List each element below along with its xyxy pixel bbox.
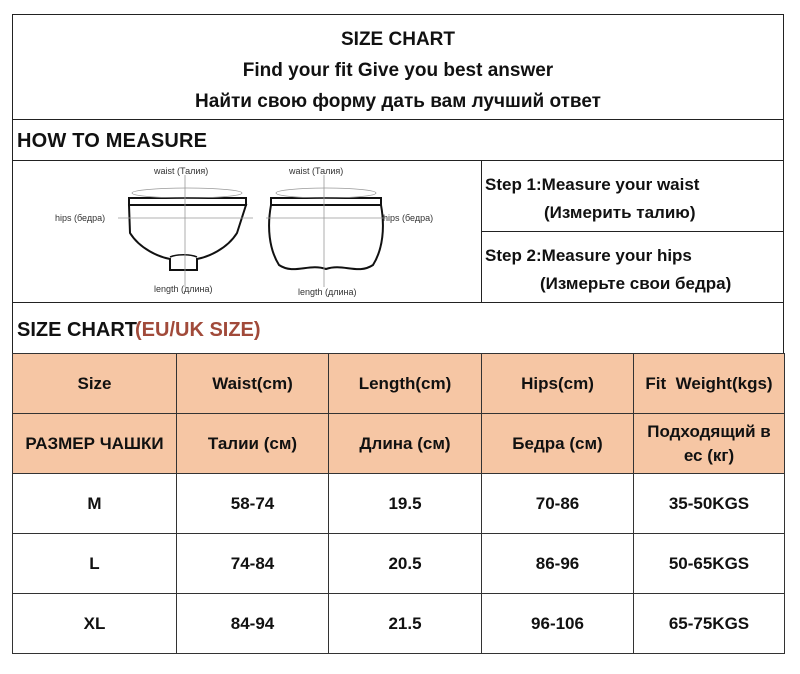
- header-cell: Бедра (см): [482, 414, 634, 474]
- subtitle-russian: Найти свою форму дать вам лучший ответ: [195, 91, 601, 112]
- length-cell: 21.5: [329, 594, 482, 654]
- boyshorts-illustration: [269, 198, 383, 269]
- size-cell: L: [13, 534, 177, 594]
- hips-label-left: hips (бедра): [55, 213, 106, 223]
- subtitle-english: Find your fit Give you best answer: [242, 60, 554, 81]
- header-cell: РАЗМЕР ЧАШКИ: [13, 414, 177, 474]
- weight-cell: 35-50KGS: [634, 474, 785, 534]
- length-cell: 20.5: [329, 534, 482, 594]
- length-cell: 19.5: [329, 474, 482, 534]
- length-label-right: length (длина): [298, 287, 357, 297]
- header-cell: Size: [13, 354, 177, 414]
- size-table: [12, 353, 785, 654]
- chart-title: SIZE CHART: [341, 29, 455, 50]
- measure-steps: [482, 161, 783, 302]
- step-1-translation: (Измерить талию): [544, 203, 696, 222]
- hips-cell: 86-96: [482, 534, 634, 594]
- step-1: [482, 161, 783, 232]
- size-chart-heading: [12, 303, 784, 353]
- header-cell: Fit Weight(kgs): [634, 354, 785, 414]
- measure-panel: [12, 161, 784, 303]
- how-to-measure-title: HOW TO MEASURE: [17, 130, 208, 152]
- header-cell: Длина (см): [329, 414, 482, 474]
- waist-cell: 74-84: [177, 534, 329, 594]
- size-cell: M: [13, 474, 177, 534]
- header-cell: Подходящий в ес (кг): [634, 414, 785, 474]
- weight-cell: 50-65KGS: [634, 534, 785, 594]
- length-label-left: length (длина): [154, 284, 213, 294]
- waist-cell: 84-94: [177, 594, 329, 654]
- size-chart-sheet: [12, 14, 784, 659]
- step-1-text: Step 1:Measure your waist: [485, 175, 700, 194]
- size-chart-title: SIZE CHART: [17, 319, 137, 341]
- table-row: [13, 474, 785, 534]
- step-2-text: Step 2:Measure your hips: [485, 246, 692, 265]
- table-row: [13, 594, 785, 654]
- step-2-translation: (Измерьте свои бедра): [540, 274, 732, 293]
- header-cell: Length(cm): [329, 354, 482, 414]
- header-cell: Hips(cm): [482, 354, 634, 414]
- chart-header: [12, 14, 784, 120]
- measure-diagram: [13, 161, 482, 302]
- header-cell: Талии (см): [177, 414, 329, 474]
- waist-cell: 58-74: [177, 474, 329, 534]
- hips-cell: 70-86: [482, 474, 634, 534]
- step-2: [482, 232, 783, 302]
- how-to-measure-section: [12, 120, 784, 161]
- hips-label-right: hips (бедра): [383, 213, 434, 223]
- table-header-row-russian: [13, 414, 785, 474]
- briefs-illustration: [129, 198, 246, 270]
- waist-label-left: waist (Талия): [154, 166, 209, 176]
- table-header-row-english: [13, 354, 785, 414]
- hips-cell: 96-106: [482, 594, 634, 654]
- underwear-diagram-svg: [13, 161, 481, 302]
- size-chart-region: (EU/UK SIZE): [135, 319, 261, 341]
- header-cell: Waist(cm): [177, 354, 329, 414]
- waist-label-right: waist (Талия): [289, 166, 344, 176]
- weight-cell: 65-75KGS: [634, 594, 785, 654]
- table-row: [13, 534, 785, 594]
- size-cell: XL: [13, 594, 177, 654]
